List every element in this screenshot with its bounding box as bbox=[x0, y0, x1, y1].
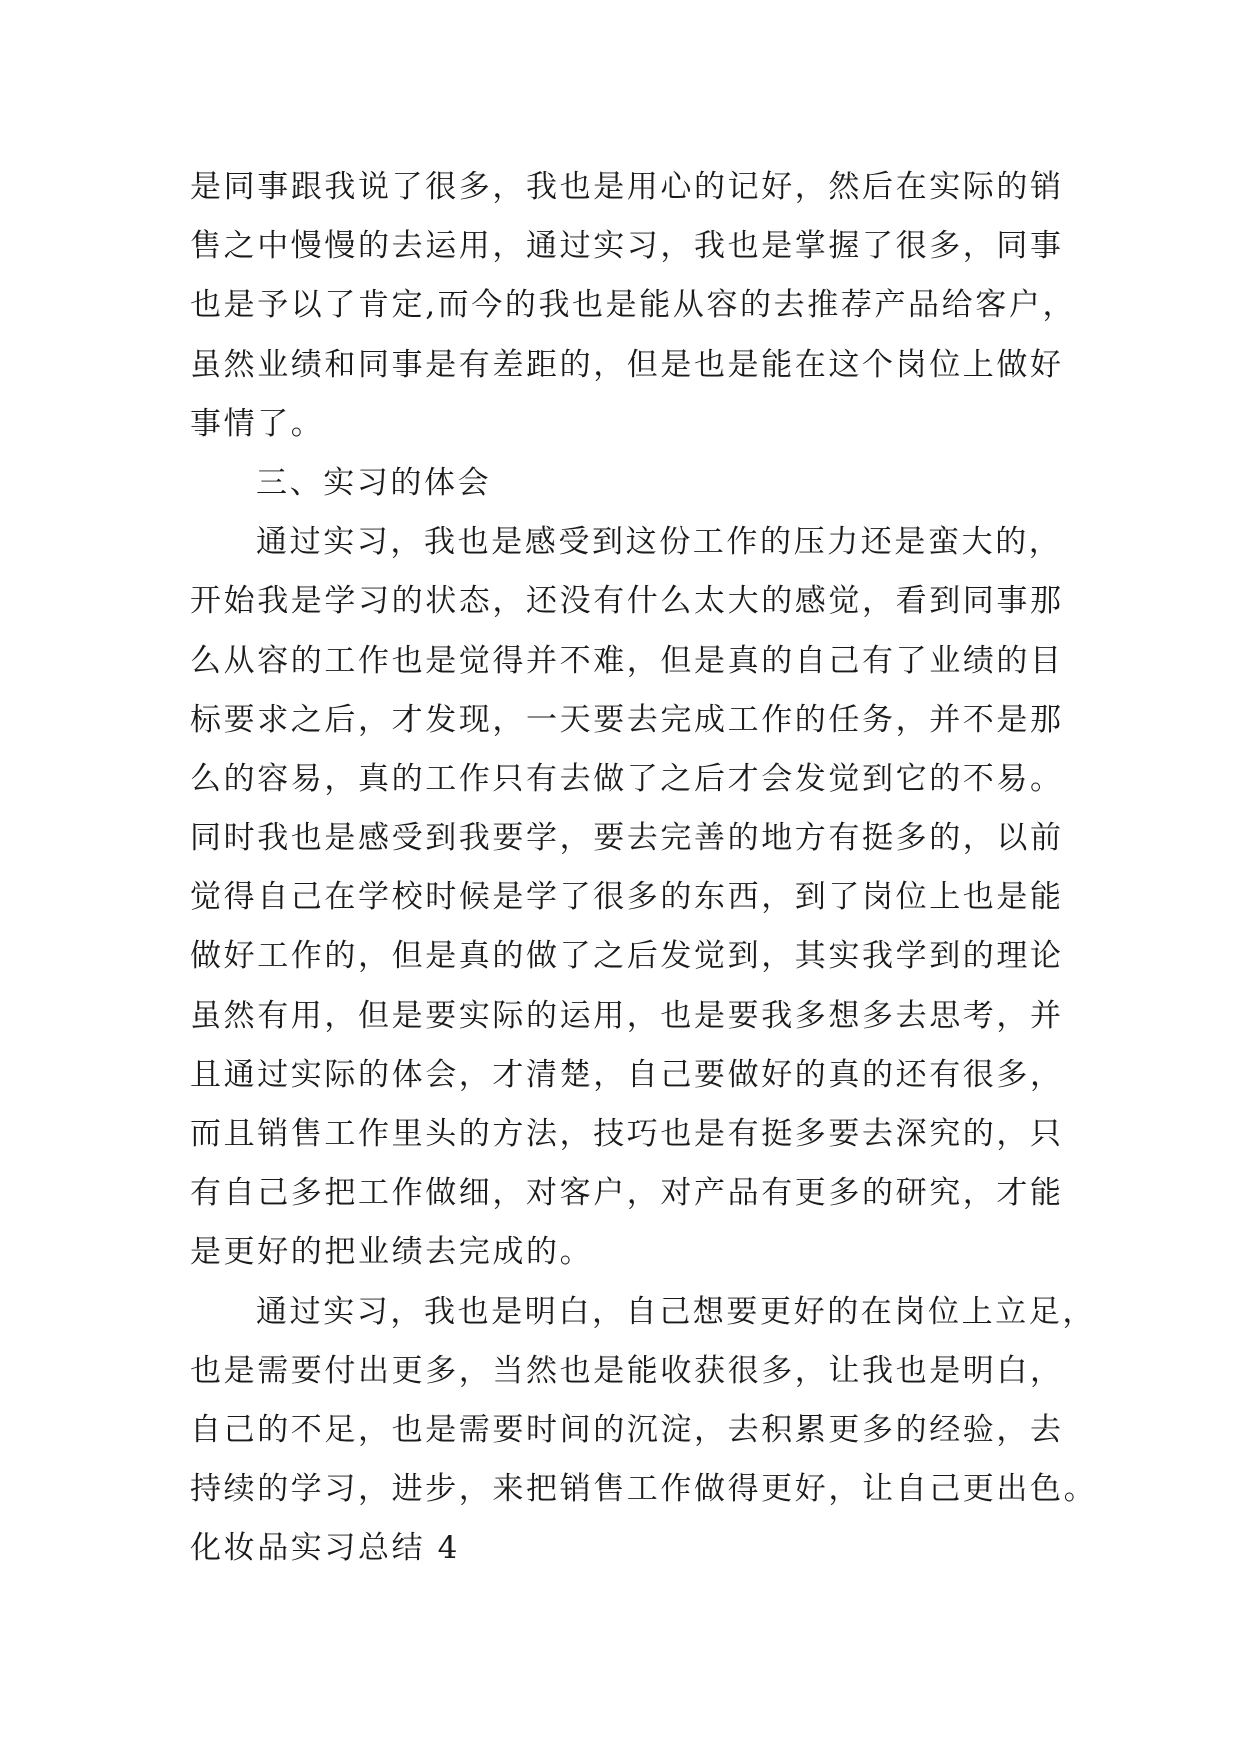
text-line: 虽然业绩和同事是有差距的，但是也是能在这个岗位上做好 bbox=[190, 346, 1064, 383]
document-body bbox=[190, 158, 1098, 1579]
text-line: 同时我也是感受到我要学，要去完善的地方有挺多的，以前 bbox=[190, 820, 1064, 857]
text-line: 且通过实际的体会，才清楚，自己要做好的真的还有很多， bbox=[190, 1056, 1064, 1093]
text-line: 三、实习的体会 bbox=[256, 464, 492, 501]
text-line: 是更好的把业绩去完成的。 bbox=[190, 1234, 594, 1271]
text-line: 通过实习，我也是感受到这份工作的压力还是蛮大的， bbox=[256, 524, 1063, 561]
text-line: 也是予以了肯定,而今的我也是能从容的去推荐产品给客户， bbox=[190, 287, 1077, 324]
text-line: 持续的学习，进步，来把销售工作做得更好，让自己更出色。 bbox=[190, 1471, 1098, 1508]
text-line: 标要求之后，才发现，一天要去完成工作的任务，并不是那 bbox=[190, 701, 1064, 738]
text-line: 而且销售工作里头的方法，技巧也是有挺多要去深究的，只 bbox=[190, 1116, 1064, 1152]
section-heading: 化妆品实习总结 4 bbox=[190, 1530, 460, 1567]
text-line: 是同事跟我说了很多，我也是用心的记好，然后在实际的销 bbox=[190, 169, 1064, 205]
text-line: 也是需要付出更多，当然也是能收获很多，让我也是明白， bbox=[190, 1352, 1064, 1389]
text-line: 开始我是学习的状态，还没有什么太大的感觉，看到同事那 bbox=[190, 583, 1064, 620]
text-line: 么从容的工作也是觉得并不难，但是真的自己有了业绩的目 bbox=[190, 642, 1064, 679]
text-line: 售之中慢慢的去运用，通过实习，我也是掌握了很多，同事 bbox=[190, 228, 1064, 265]
text-line: 通过实习，我也是明白，自己想要更好的在岗位上立足， bbox=[256, 1293, 1096, 1330]
text-line: 自己的不足，也是需要时间的沉淀，去积累更多的经验，去 bbox=[190, 1411, 1064, 1448]
text-line: 事情了。 bbox=[190, 405, 325, 442]
text-line: 么的容易，真的工作只有去做了之后才会发觉到它的不易。 bbox=[190, 760, 1064, 797]
text-line: 有自己多把工作做细，对客户，对产品有更多的研究，才能 bbox=[190, 1175, 1064, 1212]
text-line: 做好工作的，但是真的做了之后发觉到，其实我学到的理论 bbox=[190, 938, 1064, 975]
text-line: 觉得自己在学校时候是学了很多的东西，到了岗位上也是能 bbox=[190, 879, 1064, 916]
text-line: 虽然有用，但是要实际的运用，也是要我多想多去思考，并 bbox=[190, 997, 1064, 1034]
